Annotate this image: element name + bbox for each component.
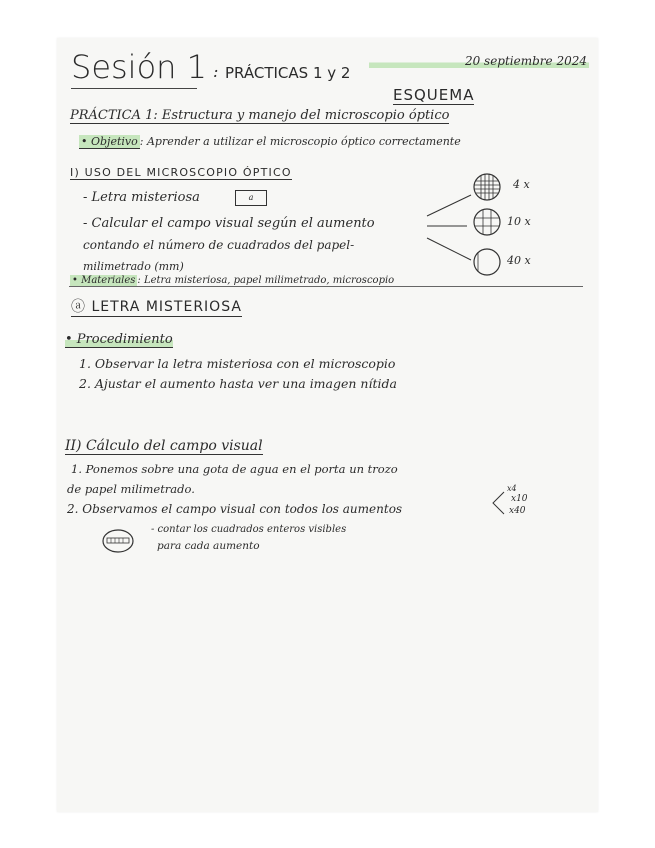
section2-step-1a: 1. Ponemos sobre una gota de agua en el porta un trozo — [71, 462, 398, 476]
campo-visual-item-3: milimetrado (mm) — [83, 260, 184, 273]
section2-step-1b: de papel milimetrado. — [67, 482, 195, 496]
field-10x-icon — [474, 209, 500, 235]
practices-title: PRÁCTICAS 1 y 2 — [225, 64, 351, 82]
date-label: 20 septiembre 2024 — [369, 54, 589, 68]
esquema-label: ESQUEMA — [393, 86, 475, 104]
field-40x-icon — [474, 249, 500, 275]
mag-4x-label: 4 x — [513, 178, 530, 191]
field-4x-icon — [474, 174, 500, 200]
section2-step-2: 2. Observamos el campo visual con todos los aumentos — [67, 502, 403, 516]
procedure-step-1: 1. Observar la letra misteriosa con el microscopio — [79, 356, 396, 371]
aumento-x40: x40 — [509, 506, 526, 516]
objective-text: : Aprender a utilizar el microscopio óptico correctamente — [139, 135, 461, 148]
letra-misteriosa-item: - Letra misteriosa — [83, 190, 200, 205]
procedure-step-2: 2. Ajustar el aumento hasta ver una imagen nítida — [79, 376, 397, 391]
letra-misteriosa-heading: ⓐ LETRA MISTERIOSA — [71, 296, 242, 317]
note-line-2: para cada aumento — [157, 540, 260, 552]
notebook-page — [57, 38, 598, 812]
aumento-x4: x4 — [507, 484, 517, 493]
mag-10x-label: 10 x — [507, 215, 531, 228]
aumentos-bracket — [489, 490, 509, 516]
slide-icon — [101, 528, 135, 554]
session-title: Sesión 1 — [71, 48, 207, 86]
procedure-label: • Procedimiento — [65, 332, 173, 347]
materials-label: • Materiales — [72, 275, 136, 286]
aumento-x10: x10 — [511, 494, 528, 504]
campo-visual-item-2: contando el número de cuadrados del papel- — [83, 238, 355, 252]
note-line-1: - contar los cuadrados enteros visibles — [151, 524, 347, 535]
section2-heading: II) Cálculo del campo visual — [65, 438, 263, 454]
mag-40x-label: 40 x — [507, 254, 531, 267]
section1-heading: I) USO DEL MICROSCOPIO ÓPTICO — [70, 166, 292, 179]
practice-title: PRÁCTICA 1: Estructura y manejo del microscopio óptico — [70, 108, 450, 123]
objective-label: • Objetivo — [81, 135, 138, 148]
materials-text: : Letra misteriosa, papel milimetrado, microscopio — [137, 275, 395, 286]
session-colon: : — [213, 62, 219, 81]
letter-box: a — [235, 190, 267, 206]
campo-visual-item: - Calcular el campo visual según el aumento — [83, 216, 375, 231]
